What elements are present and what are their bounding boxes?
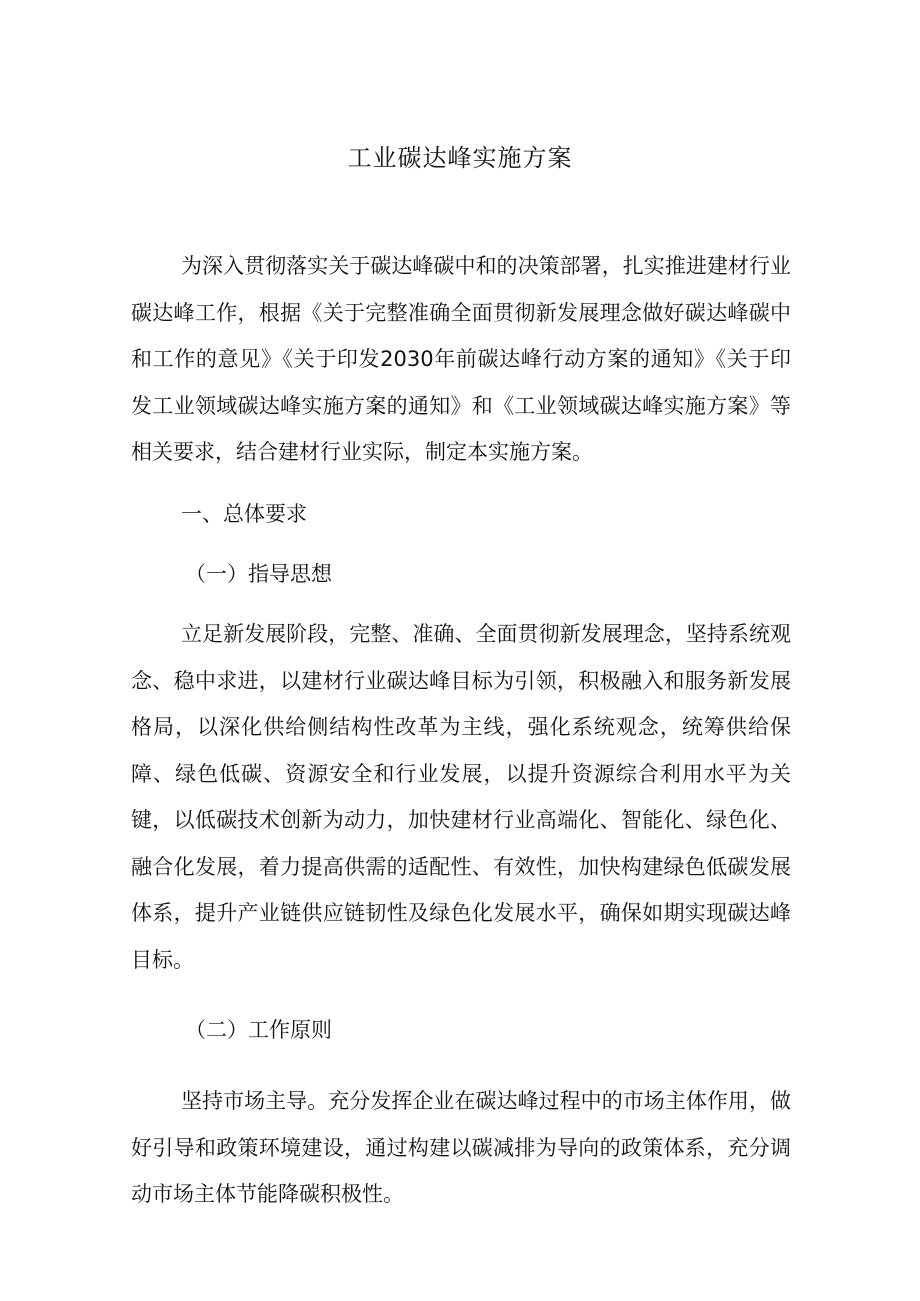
subsection-heading-guiding-ideology: （一）指导思想 (185, 562, 332, 586)
intro-paragraph: 为深入贯彻落实关于碳达峰碳中和的决策部署，扎实推进建材行业碳达峰工作，根据《关于完整准确全面贯彻新发展理念做好碳达峰碳中和工作的意见》《关于印发2030年前碳达峰行动方案的通知》《关于印发工业领域碳达峰实施方案的通知》和《工业领域碳达峰实施方案》等相关要求，结合建材行业实际，制定本实施方案。 (131, 254, 791, 464)
section-heading-general-requirements: 一、总体要求 (181, 502, 307, 526)
principle-market-led-paragraph: 坚持市场主导。充分发挥企业在碳达峰过程中的市场主体作用，做好引导和政策环境建设，通过构建以碳减排为导向的政策体系，充分调动市场主体节能降碳积极性。 (131, 1089, 791, 1206)
subsection-heading-working-principles: （二）工作原则 (185, 1018, 332, 1042)
document-title: 工业碳达峰实施方案 (347, 144, 573, 172)
guiding-ideology-paragraph: 立足新发展阶段，完整、准确、全面贯彻新发展理念，坚持系统观念、稳中求进，以建材行业碳达峰目标为引领，积极融入和服务新发展格局，以深化供给侧结构性改革为主线，强化系统观念，统筹供给保障、绿色低碳、资源安全和行业发展，以提升资源综合利用水平为关键，以低碳技术创新为动力，加快建材行业高端化、智能化、绿色化、融合化发展，着力提高供需的适配性、有效性，加快构建绿色低碳发展体系，提升产业链供应链韧性及绿色化发展水平，确保如期实现碳达峰目标。 (131, 622, 791, 972)
